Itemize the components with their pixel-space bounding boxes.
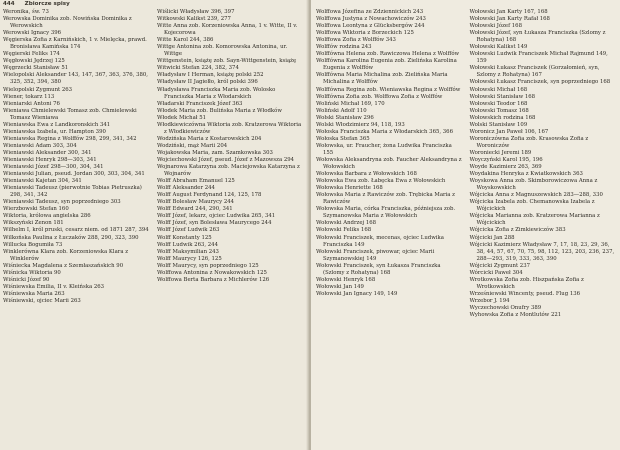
index-entry: Wołowska Ewa zob. Łabęcka Ewa z Wołowskich [316,178,446,185]
index-entry: Wołowski Jan Karty 167, 168 [469,9,548,15]
index-columns [316,9,617,319]
index-entry: Willucka Bogumiła 73 [3,241,63,248]
index-entry: Wittge Antonina zob. Komorowska Antonina, ur. Wittge [157,44,288,58]
index-entry: Wolffowa Justyna z Nowachowiczów 243 [316,16,426,23]
index-entry: Wiener, tokarz 113 [3,93,55,100]
index-entry: Wołowski Łukasz Franciszek, syn poprzedniego 168 [469,79,611,86]
index-entry: Wołoska Franciszka Maria z Włodarskich 365, 366 [316,128,453,135]
index-entry: Wyczechowski Onufry 389 [469,304,542,311]
index-entry: Władysława Franciszka Maria zob. Wolosko Franciszka Maria z Włodarskich [157,86,276,100]
index-entry: Witwicki Stefan 224, 382, 374 [157,65,239,72]
index-entry: Wórcicki Paweł 304 [469,269,523,276]
index-entry: Włodek Michał 51 [157,114,206,121]
index-entry: Witte Karol 244, 386 [157,37,214,44]
index-entry: Wołowska Henriette 168 [316,185,383,192]
left-page [0,0,309,450]
index-entry: Wojakowska Maria, zam. Szamkowska 303 [157,149,273,156]
index-entry: Woroniecki Jeremi 189 [469,149,532,156]
index-entry: Wójcicka Anna z Magnuszewskich 283—288, 330 [469,192,603,199]
index-entry: Włodek Maria zob. Bulińska Maria z Włodków [157,107,282,114]
index-entry: Wolffówna Maria Michalina zob. Zielińska Maria Michalina z Wolffów [316,72,448,86]
index-entry: Wolffowa Wiktoria z Borzeckich 125 [316,30,414,37]
index-entry: Wójcicka Marianna zob. Kratzerowa Marianna z Wójcickich [469,213,600,227]
index-entry: Węgierska Zofia z Karnińskich, 1 v. Mielęcka, prawd. Bronisława Kamińska 174 [3,37,147,51]
index-entry: Wolffówna Helena zob. Rawiczowa Helena z Wolffów [316,51,460,58]
index-entry: Woyczyński Karol 195, 196 [469,156,543,163]
index-entry: Wojciechowski Józef, pseud. Józef z Mazowsza 294 [157,156,295,163]
index-entry: Wolff August Ferdynand 124, 125, 178 [157,192,262,199]
index-entry: Władysław I Herman, książę polski 252 [157,72,264,79]
index-entry: Wiśniecka Magdalena z Szemłaszańskich 90 [3,262,124,269]
index-entry: Wrotkowska Zofia zob. Hiszpańska Zofia z Wrotkowskich [469,276,584,290]
index-entry: Wielopolski Zygmunt 263 [3,86,73,93]
index-entry: Wieniarski Antoni 76 [3,100,60,107]
index-entry: Wilkońska Paulina z Łuczaków 288, 290, 323, 390 [3,234,139,241]
index-entry: Woliński Adolf 110 [316,107,367,114]
index-entry: Woronicz Jan Paweł 106, 167 [469,128,549,135]
index-entry: Wołowska Aleksandryna zob. Faucher Aleksandryna z Wołowskich [316,156,462,171]
index-entry: Wołowski Józef 168 [469,23,522,30]
index-entry: Wolffówna Zofia zob. Wolffowa Zofia z Wolffów [316,93,443,100]
index-entry: Wiktoria, królowa angielska 286 [3,213,91,220]
index-entry: Wieniawska Regina z Wolffów 298, 299, 341, 342 [3,135,137,142]
index-entry: Wołowski Teodor 168 [469,100,528,107]
index-entry: Wójcicki Jan 288 [469,234,515,241]
index-entry: Wolffowa Berta Barbara z Michlerów 126 [157,276,270,283]
index-entry: Władysław II Jagiełło, król polski 396 [157,79,258,86]
index-entry: Woyskowa Anna zob. Skimborowiczowa Anna z Woyskowskich [469,178,598,192]
index-column [3,9,151,305]
index-entry: Weronika, św. 73 [3,9,49,15]
index-entry: Wieniawski Adam 303, 304 [3,142,77,149]
index-entry: Wolffowa Zofia z Wolffów 343 [316,37,396,44]
index-entry: Wolffowa Józefina ze Zdziennickich 243 [316,9,424,15]
index-entry: Węgierski Feliks 174 [3,51,60,58]
index-entry: Wołowski Tomasz 168 [469,107,529,114]
index-entry: Wikszyński Zenon 181 [3,220,64,227]
index-entry: Wieniawski Tadeusz, syn poprzedniego 303 [3,199,121,206]
index-entry: Wolff Aleksander 244 [157,185,215,192]
index-entry: Wiślicki Władysław 396, 397 [157,9,235,15]
index-entry: Wołowska Barbara z Wołowskich 168 [316,171,417,178]
index-entry: Wójcicki Zygmunt 237 [469,262,530,269]
index-entry: Wyhowska Zofia z Montlutów 221 [469,312,562,319]
index-entry: Woyde Kazimierz 263, 369 [469,164,542,171]
index-entry: Wiśnicka Wiktoria 90 [3,269,61,276]
index-entry: Wolffów rodzina 243 [316,44,372,51]
index-entry: Wójcicki Kazimierz Władysław 7, 17, 18, 23, 29, 36, 38, 44, 57, 67, 70, 75, 98, 112, 123, 203, 236, 237, 288—293, 319, 333, 363, 390 [469,241,615,262]
index-entry: Władarski Franciszek Józef 363 [157,100,243,107]
index-entry: Wołowska Maria, córka Franciszka, późniejsza zob. Szymanowska Maria z Wołowskich [316,206,456,220]
index-entry: Wolski Stanisław 109 [469,121,528,128]
index-column [470,9,618,319]
index-entry: Wołowskich rodzina 168 [469,114,536,121]
index-entry: Wolffowa Leontyna z Glücksbergów 244 [316,23,425,30]
index-entry: Wieniawski Józef 298—300, 304, 341 [3,164,104,171]
index-entry: Woliński Michał 169, 170 [316,100,385,107]
index-entry: Wołowski Kalikst 149 [469,44,528,51]
index-entry: Wieniawski Kajetan 304, 341 [3,178,82,185]
index-entry: Witkowski Kalikst 239, 277 [157,16,231,23]
page-header-spacer [316,0,617,9]
index-entry: Wierzbowski Stefan 160 [3,206,69,213]
index-entry: Wiśniewska Emilia, II v. Kleińska 263 [3,283,105,290]
index-entry: Wołowski Ludwik Franciszek Michał Rajmund 149, 159 [469,51,608,65]
index-entry: Wrzebor J. 194 [469,297,510,304]
index-entry: Wolff Józef, lekarz, ojciec Ludwika 265, 341 [157,213,276,220]
index-columns [3,9,305,305]
index-entry: Wołowski Jan 149 [316,283,364,290]
index-entry: Wołowski Henryk 168 [316,276,376,283]
index-entry: Włodkiewiczówna Wiktoria zob. Kratzerowa Wiktoria z Włodkiewiczów [157,121,302,135]
index-entry: Wołowski Andrzej 168 [316,220,377,227]
index-entry: Wieniawa Chmielewski Tomasz zob. Chmielewski Tomasz Wieniawa [3,107,137,121]
index-entry: Wolff Maurycy 126, 125 [157,255,222,262]
index-entry: Węgłowski Jędrzej 125 [3,58,65,65]
index-entry: Wolff Józef, syn Bolesława Maurycego 244 [157,220,272,227]
index-entry: Woydakina Henryka z Kwiatkowskich 363 [469,171,583,178]
index-entry: Werowski Ignacy 396 [3,30,62,37]
index-entry: Wolff Maksymilian 243 [157,248,219,255]
index-entry: Wójcicka Izabela zob. Chemanowska Izabela z Wójcickich [469,199,595,213]
index-column [157,9,305,305]
index-entry: Wołowski Franciszek, mecenas, ojciec Ludwika Franciszka 149 [316,234,444,248]
index-entry: Wołowski Jan Ignacy 149, 149 [316,290,398,297]
index-entry: Wiśniewska Maria 263 [3,290,65,297]
index-entry: Werowska Dominika zob. Nowińska Dominika z Werowskich [3,16,132,30]
index-entry: Wolffówna Regina zob. Wieniawska Regina z Wolffów [316,86,461,93]
index-entry: Wołowski Feliks 168 [316,227,372,234]
index-entry: Wołowska Maria z Rawiczów zob. Trębicka Maria z Rawiczów [316,192,455,206]
index-entry: Wolski Włodzimierz 94, 118, 193 [316,121,405,128]
index-entry: Wołowski Michał 168 [469,86,528,93]
index-entry: Wieniawska Ewa z Landkoronskich 341 [3,121,111,128]
index-entry: Wójcicka Zofia z Zimkiewiczów 383 [469,227,566,234]
index-entry: Wiśnicki Józef 90 [3,276,50,283]
index-entry: Woroniczówna Zofia zob. Krasowska Zofia z Woroniczów [469,135,589,149]
index-entry: Wołowski Stanisław 168 [469,93,536,100]
index-entry: Wolff Ludwik 263, 244 [157,241,218,248]
index-entry: Węgrzecki Stanisław 51 [3,65,69,72]
index-entry: Winklerówna Klara zob. Korzeniowska Klara z Winklerów [3,248,129,262]
index-entry: Wieniawski Tadeusz (pierwotnie Tobias Pietruszka) 298, 341, 342 [3,185,142,199]
index-entry: Wolffówna Karolina Eugenia zob. Zielińska Karolina Eugenia z Wolffów [316,58,457,72]
page-header [3,0,305,9]
index-entry: Wielopolski Aleksander 143, 147, 367, 363, 376, 380, 325, 352, 394, 380 [3,72,148,86]
index-entry: Wołowski Józef, syn Łukasza Franciszka (Szlomy z Rohatyna) 168 [469,30,606,44]
index-entry: Wilhelm I, król pruski, cesarz niem. od 1871 287, 394 [3,227,149,234]
index-entry: Wieniawska Izabela, ur. Hampton 390 [3,128,106,135]
index-entry: Wolff Maurycy, syn poprzedniego 125 [157,262,259,269]
index-entry: Wieniawski Henryk 298—303, 341 [3,156,97,163]
index-entry: Wrześniewski Wincenty, pseud. Flug 136 [469,290,581,297]
index-entry: Wolff Konstanty 125 [157,234,212,241]
index-entry: Wolff Edward 244, 290, 341 [157,206,233,213]
index-entry: Wolff Abraham Emanuel 125 [157,178,235,185]
page-number: 444 [3,1,15,7]
index-entry: Wieniawski Julian, pseud. Jordan 300, 303, 304, 341 [3,171,145,178]
index-entry: Witte Anna zob. Korzeniowska Anna, 1 v. Witte, II v. Kojecorowa [157,23,298,37]
index-entry: Wolffowa Antonina z Nowakowskich 125 [157,269,267,276]
index-entry: Wołowski Łukasz Franciszek (Gorzałomień, syn, Szlomy z Rohatyna) 167 [469,65,600,79]
index-entry: Wolff Józef Ludwik 263 [157,227,220,234]
running-title: Zbiorcze spisy [24,1,70,7]
index-entry: Wołoska Stefan 365 [316,135,370,142]
index-entry: Wiśniewski, ojciec Marii 263 [3,297,81,304]
index-entry: Wolff Bolesław Maurycy 244 [157,199,235,206]
index-column [316,9,464,319]
right-page [311,0,620,450]
index-entry: Wołowski Franciszek, syn Łukasza Franciszka (Szlomy z Rohatyna) 168 [316,262,441,276]
index-entry: Wołowski Jan Karty Rafał 168 [469,16,550,23]
index-entry: Wittgenstein, książę zob. Sayn-Wittgenstein, książę [157,58,297,65]
index-entry: Wołowski Franciszek, piwowar, ojciec Marii Szymanowskiej 149 [316,248,435,262]
index-entry: Wołowska, ur. Fraucher, żona Ludwika Franciszka 155 [316,142,452,156]
index-entry: Wodziński, mąż Marii 204 [157,142,228,149]
index-entry: Wodzińska Maria z Kostarowskich 204 [157,135,262,142]
index-entry: Wieniawski Aleksander 300, 341 [3,149,92,156]
index-entry: Wołski Stanisław 296 [316,114,374,121]
index-entry: Wojnarowa Katarzyna zob. Maciejowska Katarzyna z Wojnarów [157,164,300,178]
